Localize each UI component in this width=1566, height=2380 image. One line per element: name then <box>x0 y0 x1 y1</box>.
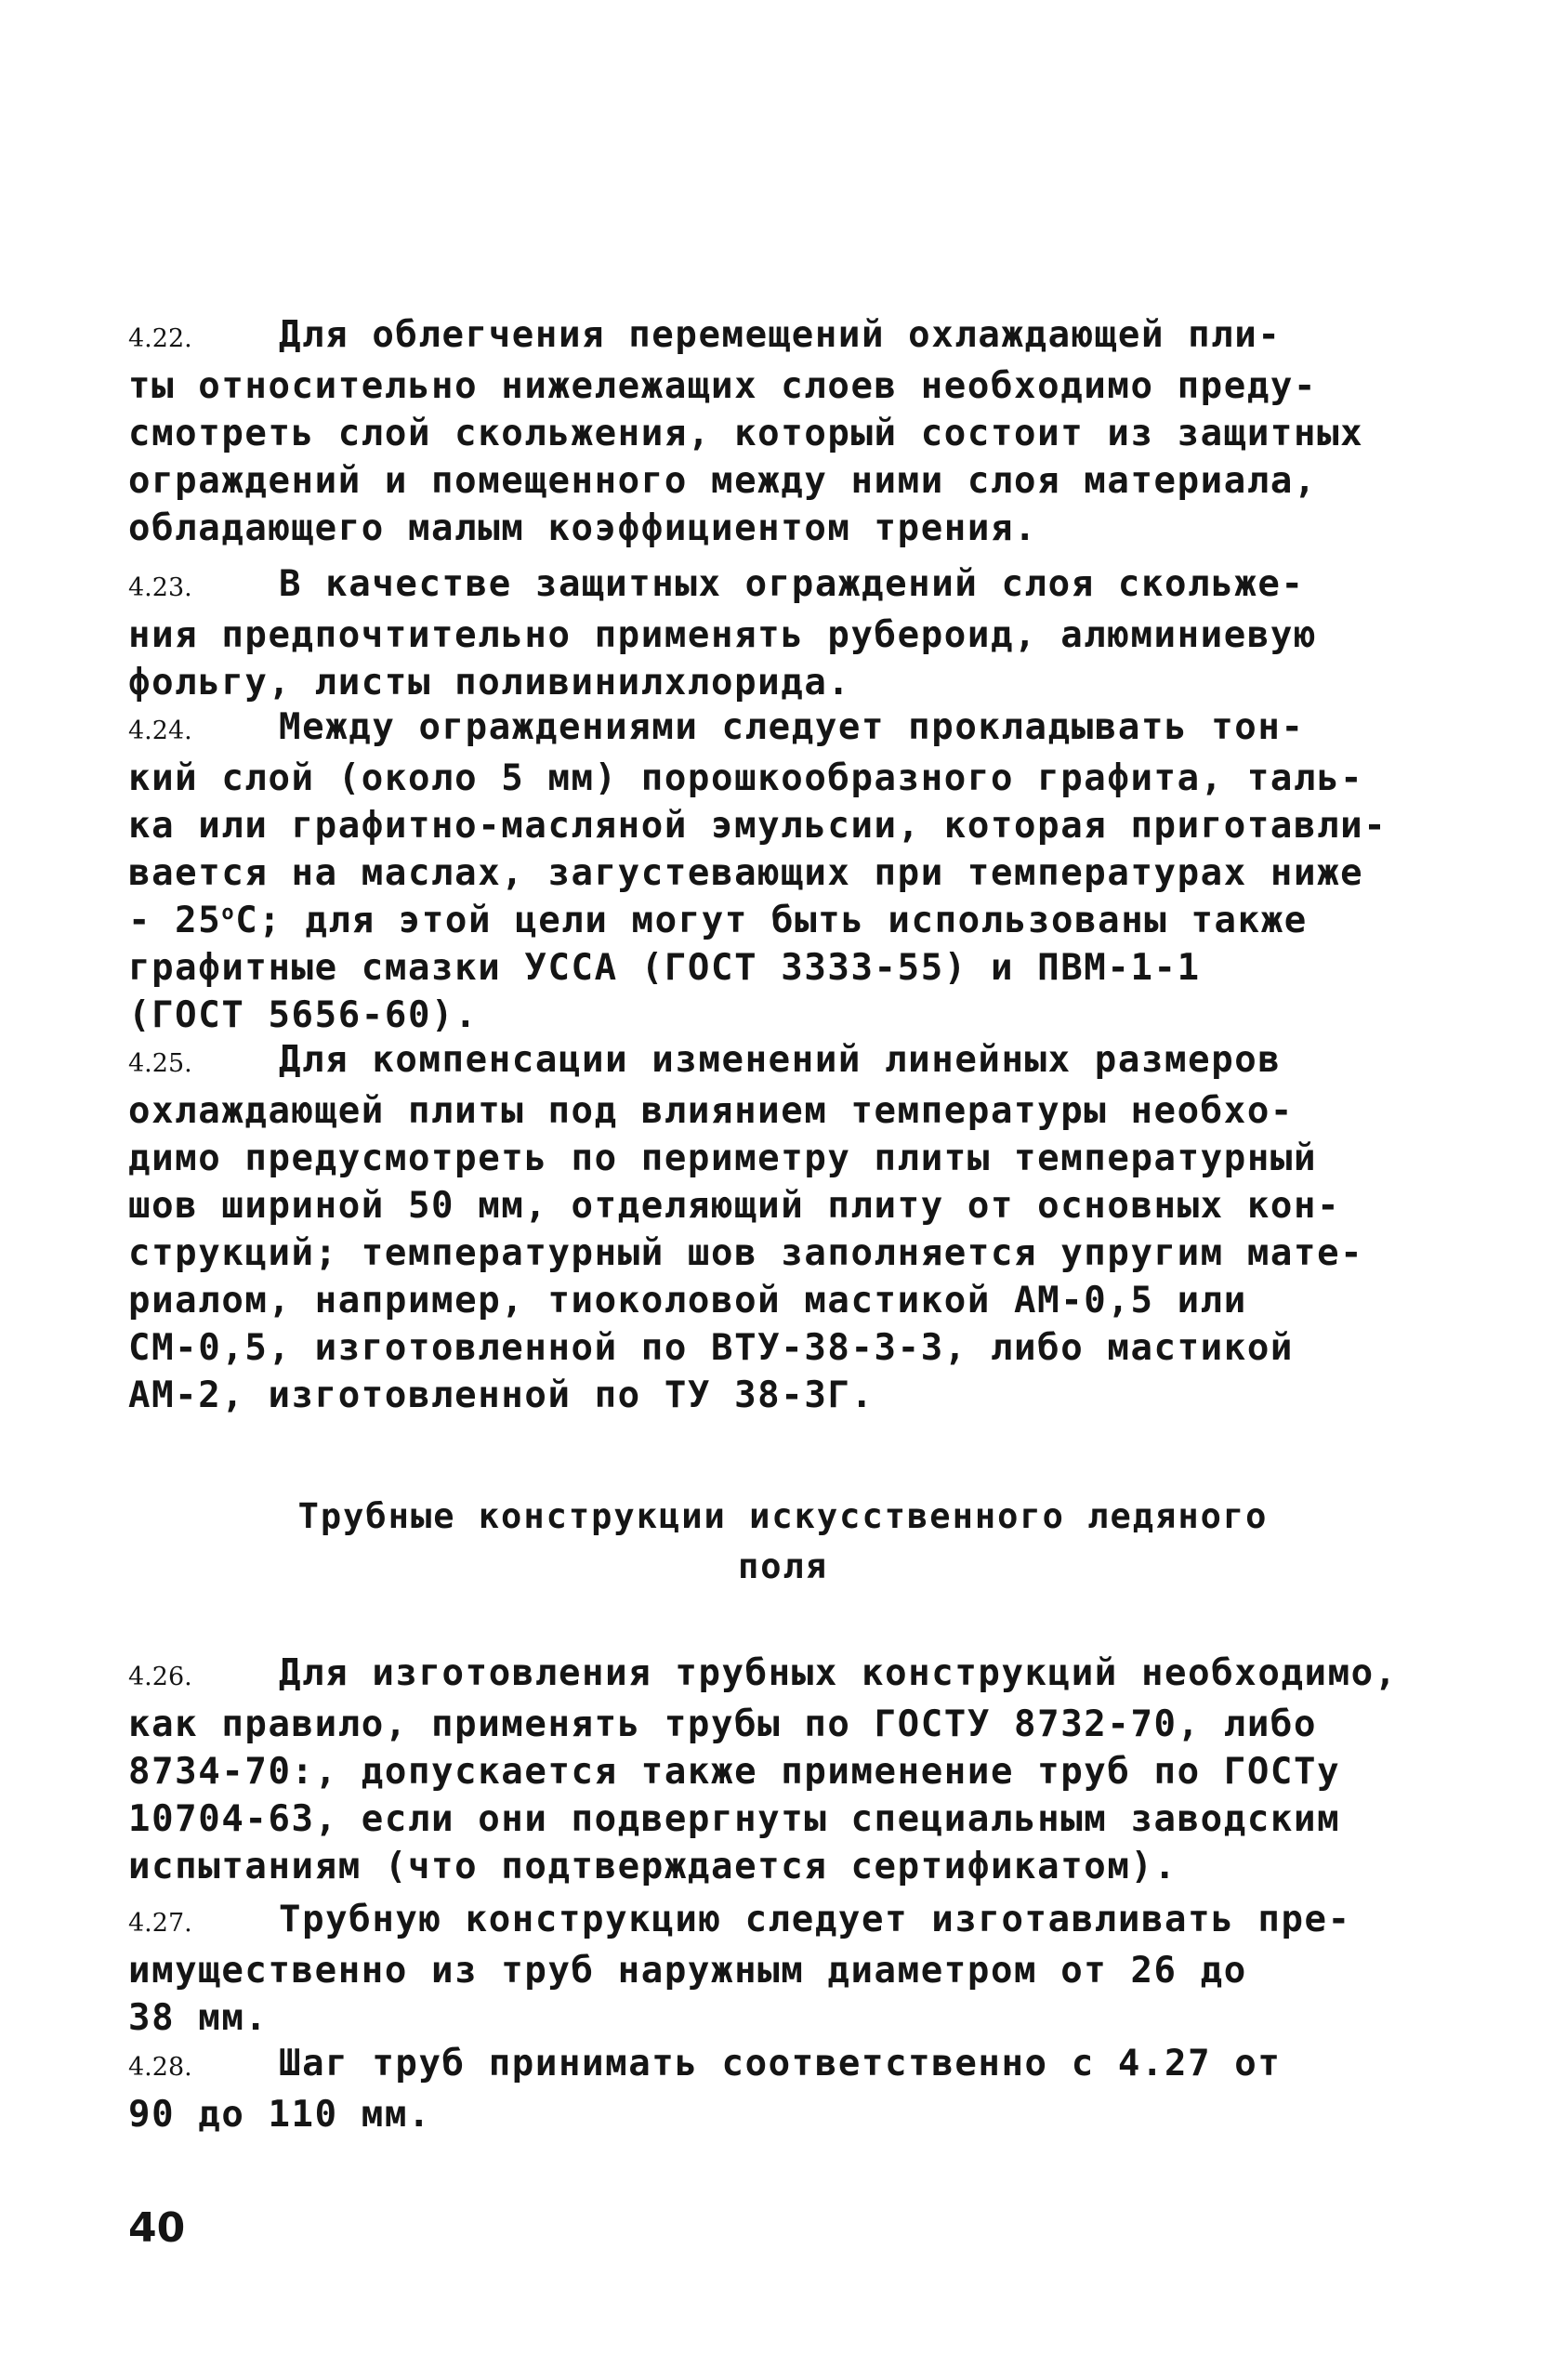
text-line: 90 до 110 мм. <box>128 2094 432 2136</box>
text-line: Между ограждениями следует прокладывать тон- <box>279 706 1305 748</box>
heading-line: поля <box>737 1546 829 1586</box>
paragraph-4-26 <box>128 1650 1398 1890</box>
clause-number: 4.24. <box>128 717 192 745</box>
text-line: охлаждающей плиты под влиянием температуры необхо- <box>128 1090 1294 1132</box>
text-line: смотреть слой скольжения, который состоит из защитных <box>128 413 1364 454</box>
paragraph-4-27 <box>128 1896 1378 2042</box>
text-line: фольгу, листы поливинилхлорида. <box>128 662 851 703</box>
text-line: ния предпочтительно применять рубероид, алюминиевую <box>128 614 1318 656</box>
text-line: АМ-2, изготовленной по ТУ 38-3Г. <box>128 1374 875 1416</box>
text-line: Для изготовления трубных конструкций необходимо, <box>279 1652 1398 1694</box>
text-line: графитные смазки УССА (ГОСТ 3333-55) и ПВМ-1-1 <box>128 947 1201 989</box>
text-line: шов шириной 50 мм, отделяющий плиту от основных кон- <box>128 1185 1341 1227</box>
text-line: СМ-0,5, изготовленной по ВТУ-38-3-3, либо мастикой <box>128 1327 1294 1369</box>
clause-number: 4.22. <box>128 324 192 353</box>
text-line: ты относительно нижележащих слоев необходимо преду- <box>128 365 1318 407</box>
text-line: риалом, например, тиоколовой мастикой АМ-0,5 или <box>128 1280 1247 1321</box>
paragraph-4-25 <box>128 1036 1378 1419</box>
clause-number: 4.25. <box>128 1049 192 1078</box>
text-line: имущественно из труб наружным диаметром от 26 до <box>128 1950 1247 1992</box>
paragraph-4-28 <box>128 2040 1378 2138</box>
text-line: струкций; температурный шов заполняется упругим мате- <box>128 1232 1364 1274</box>
text-line: 10704-63, если они подвергнуты специальным заводским <box>128 1798 1341 1840</box>
page-number: 40 <box>128 2204 186 2252</box>
clause-number: 4.23. <box>128 573 192 602</box>
text-line: Шаг труб принимать соответственно с 4.27 от <box>279 2043 1282 2084</box>
text-line: димо предусмотреть по периметру плиты температурный <box>128 1137 1318 1179</box>
text-line: - 25 <box>128 900 222 941</box>
text-line: 38 мм. <box>128 1997 269 2039</box>
text-line: (ГОСТ 5656-60). <box>128 994 479 1036</box>
paragraph-4-24 <box>128 703 1388 1039</box>
text-line: ка или графитно-масляной эмульсии, которая приготавли- <box>128 805 1388 847</box>
text-line: обладающего малым коэффициентом трения. <box>128 507 1038 549</box>
heading-line: Трубные конструкции искусственного ледяного <box>297 1496 1269 1536</box>
clause-number: 4.28. <box>128 2053 192 2082</box>
clause-number: 4.26. <box>128 1663 192 1691</box>
text-line: испытаниям (что подтверждается сертификатом). <box>128 1846 1178 1887</box>
text-line: как правило, применять трубы по ГОСТУ 8732-70, либо <box>128 1703 1318 1745</box>
text-line: Для облегчения перемещений охлаждающей пли- <box>279 314 1282 356</box>
text-line: Для компенсации изменений линейных размеров <box>279 1039 1282 1081</box>
section-heading <box>0 1492 1566 1592</box>
paragraph-4-23 <box>128 560 1378 706</box>
text-line: Трубную конструкцию следует изготавливать пре- <box>279 1899 1351 1940</box>
degree-mark: о <box>221 901 236 925</box>
clause-number: 4.27. <box>128 1909 192 1938</box>
text-line: 8734-70:, допускается также применение труб по ГОСТу <box>128 1751 1341 1793</box>
text-line-tail: С; для этой цели могут быть использованы также <box>235 900 1308 941</box>
text-line: вается на маслах, загустевающих при температурах ниже <box>128 852 1364 894</box>
text-line: кий слой (около 5 мм) порошкообразного графита, таль- <box>128 757 1364 799</box>
paragraph-4-22 <box>128 311 1378 552</box>
text-line: ограждений и помещенного между ними слоя материала, <box>128 460 1318 502</box>
text-line: В качестве защитных ограждений слоя скольже- <box>279 563 1305 605</box>
